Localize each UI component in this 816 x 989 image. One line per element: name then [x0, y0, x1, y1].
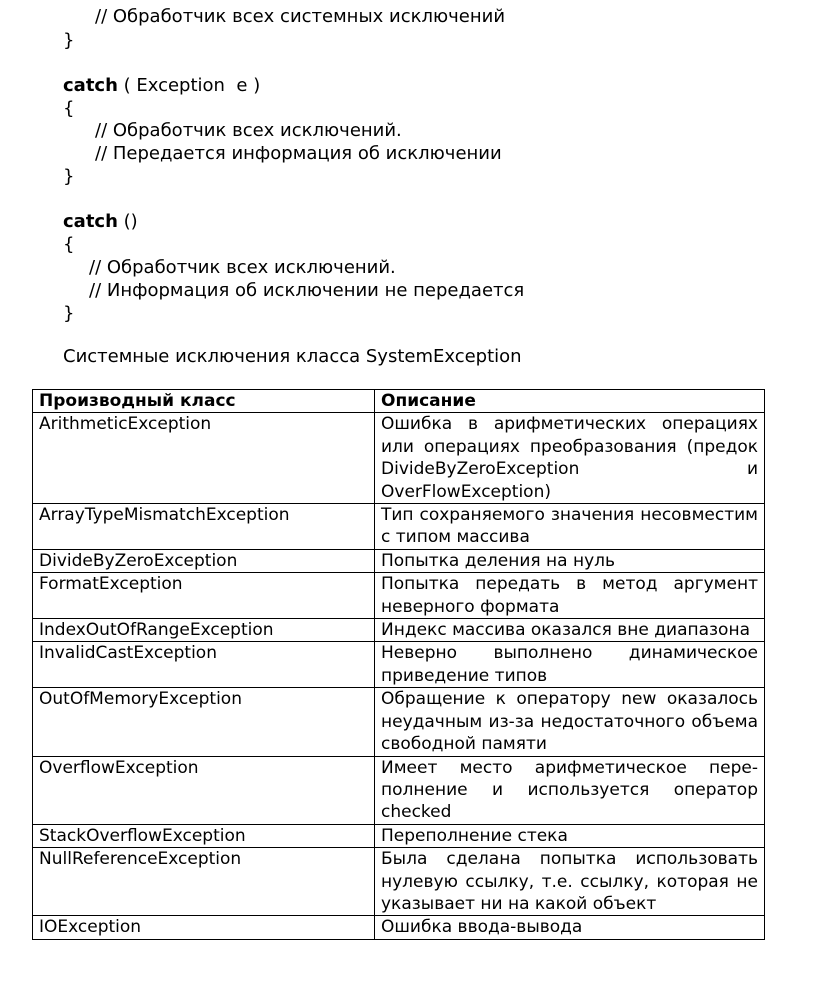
code-catch-statement	[63, 75, 260, 97]
code-comment: // Обработчик всех системных исключений	[95, 6, 506, 27]
table-row	[33, 619, 765, 642]
code-keyword: catch	[63, 75, 118, 96]
exception-name: FormatException	[33, 573, 375, 619]
table-row	[33, 824, 765, 847]
exception-description: Ошибка ввода-вывода	[375, 916, 765, 939]
exception-description: Ошибка в арифметических операциях или операциях преобразования (предок DivideByZeroException и OverFlowException)	[375, 413, 765, 504]
code-catch-args: ( Exception e )	[117, 75, 261, 96]
table-row	[33, 756, 765, 824]
table-caption: Системные исключения класса SystemException	[63, 346, 522, 367]
exceptions-table	[32, 389, 765, 940]
code-catch-statement	[63, 211, 138, 233]
table-row	[33, 413, 765, 504]
exception-description: Попытка деления на нуль	[375, 549, 765, 572]
code-brace: {	[63, 98, 75, 119]
exception-name: IndexOutOfRangeException	[33, 619, 375, 642]
table-row	[33, 573, 765, 619]
exception-name: ArrayTypeMismatchException	[33, 504, 375, 550]
exception-name: NullReferenceException	[33, 848, 375, 916]
exception-name: IOException	[33, 916, 375, 939]
table-row	[33, 642, 765, 688]
exception-name: OutOfMemoryException	[33, 688, 375, 756]
code-comment: // Обработчик всех исключений.	[95, 120, 402, 141]
exception-name: InvalidCastException	[33, 642, 375, 688]
exception-description: Неверно выполнено динамическое приведение типов	[375, 642, 765, 688]
exception-description: Попытка передать в метод аргумент неверного формата	[375, 573, 765, 619]
exception-description: Переполнение стека	[375, 824, 765, 847]
code-comment: // Информация об исключении не передается	[89, 280, 525, 301]
exception-description: Обращение к оператору new оказалось неудачным из-за недостаточного объема свободной памяти	[375, 688, 765, 756]
table-row	[33, 916, 765, 939]
exception-description: Индекс массива оказался вне диапазона	[375, 619, 765, 642]
code-comment: // Обработчик всех исключений.	[89, 257, 396, 278]
code-keyword: catch	[63, 211, 118, 232]
table-row	[33, 549, 765, 572]
code-brace: {	[63, 234, 75, 255]
exception-description: Была сделана попытка использовать нулевую ссылку, т.е. ссылку, которая не указывает ни на какой объект	[375, 848, 765, 916]
exception-name: DivideByZeroException	[33, 549, 375, 572]
code-comment: // Передается информация об исключении	[95, 143, 502, 164]
table-header-row	[33, 390, 765, 413]
exception-description: Имеет место арифметическое переполнение и используется оператор checked	[375, 756, 765, 824]
code-brace: }	[63, 166, 75, 187]
exception-name: ArithmeticException	[33, 413, 375, 504]
exception-name: OverflowException	[33, 756, 375, 824]
code-brace: }	[63, 303, 75, 324]
column-header-description: Описание	[375, 390, 765, 413]
table-row	[33, 848, 765, 916]
code-brace: }	[63, 30, 75, 51]
column-header-class: Производный класс	[33, 390, 375, 413]
table-row	[33, 688, 765, 756]
table-row	[33, 504, 765, 550]
exception-name: StackOverflowException	[33, 824, 375, 847]
exception-description: Тип сохраняемого значения несовместим с типом массива	[375, 504, 765, 550]
code-catch-args: ()	[117, 211, 138, 232]
